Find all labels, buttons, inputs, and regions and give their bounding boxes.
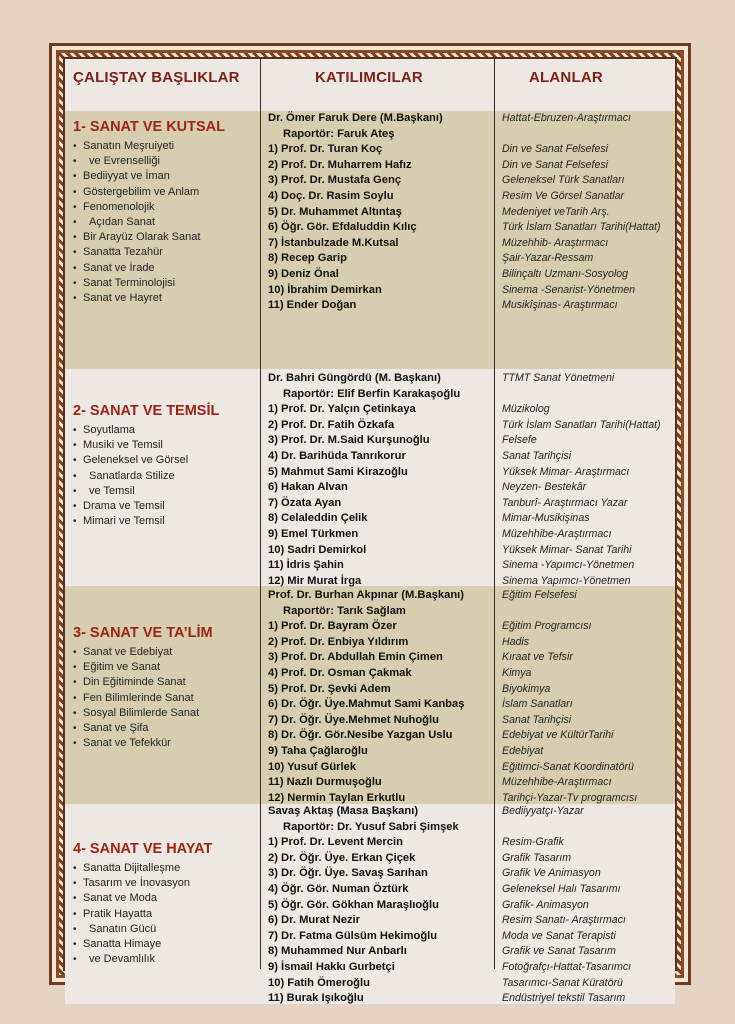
participant-row [65, 158, 675, 174]
participant-name: 6) Hakan Alvan [268, 481, 348, 494]
topic-item: • Göstergebilim ve Anlam [73, 185, 251, 200]
participant-field: Moda ve Sanat Terapisti [502, 929, 616, 942]
participant-row [65, 929, 675, 945]
section-title: 2- SANAT VE TEMSİL [73, 403, 220, 419]
participant-field: Eğitim Felsefesi [502, 589, 577, 601]
participant-name: 1) Prof. Dr. Yalçın Çetinkaya [268, 403, 416, 416]
participant-name: 4) Öğr. Gör. Numan Öztürk [268, 883, 409, 895]
participant-name: 7) Dr. Öğr. Üye.Mehmet Nuhoğlu [268, 713, 439, 726]
participant-name: 5) Mahmut Sami Kirazoğlu [268, 465, 408, 478]
participant-field: Kıraat ve Tefsir [502, 651, 573, 664]
participant-field: Neyzen- Bestekâr [502, 481, 587, 494]
participant-field: Eğitim Programcısı [502, 620, 592, 633]
topic-item: • Sanatta Dijitalleşme [73, 861, 251, 876]
participant-name: 11) Ender Doğan [268, 299, 357, 312]
participant-name: 7) İstanbulzade M.Kutsal [268, 236, 399, 249]
participant-name: 2) Prof. Dr. Fatih Özkafa [268, 418, 395, 431]
participant-field: Fotoğrafçı-Hattat-Tasarımcı [502, 961, 632, 973]
topic-item: • Tasarım ve İnovasyon [73, 876, 251, 891]
participant-name: 10) Fatih Ömeroğlu [268, 976, 370, 989]
participant-row [65, 760, 675, 776]
participant-row [65, 666, 675, 682]
participant-row [65, 713, 675, 729]
participant-field: Geleneksel Halı Tasarımı [502, 883, 621, 895]
participant-field: Musikîşinas- Araştırmacı [502, 299, 618, 312]
rapporteur-name: Raportör: Tarık Sağlam [283, 604, 406, 617]
participant-row [65, 465, 675, 481]
participant-field: Grafik Tasarım [502, 851, 572, 864]
topic-continuation: • ve Evrenselliği [89, 155, 160, 168]
participant-field: Türk İslam Sanatları Tarihi(Hattat) [502, 221, 661, 234]
topic-continuation: • Açıdan Sanat [89, 216, 156, 229]
topic-item: • Sanat ve İrade [73, 261, 251, 276]
topic-item: • Sanat ve Moda [73, 891, 251, 906]
participant-row [65, 205, 675, 221]
participant-field: Grafik- Animasyon [502, 898, 589, 911]
participant-field: Tasarımcı-Sanat Küratörü [502, 976, 623, 989]
participant-row [65, 976, 675, 992]
participant-row [65, 697, 675, 713]
topic-item: • Bediiyyat ve İman [73, 169, 251, 184]
participant-field: Sinema -Senarist-Yönetmen [502, 283, 636, 296]
rapporteur-name: Raportör: Dr. Yusuf Sabri Şimşek [283, 820, 459, 833]
participant-name: 3) Prof. Dr. Mustafa Genç [268, 174, 402, 187]
participant-field: Edebiyat [502, 745, 544, 757]
header-topics: ÇALIŞTAY BAŞLIKLAR [73, 69, 240, 86]
participant-field: Geleneksel Türk Sanatları [502, 174, 625, 187]
participant-name: 10) İbrahim Demirkan [268, 283, 382, 296]
participant-name: 10) Yusuf Gürlek [268, 760, 357, 773]
topic-item: • Sanat Terminolojisi [73, 276, 251, 291]
topic-continuation: • Sanatlarda Stilize [89, 469, 175, 482]
header-participants: KATILIMCILAR [315, 69, 423, 86]
topic-item: • Sosyal Bilimlerde Sanat [73, 706, 251, 721]
participant-row [65, 604, 675, 620]
topic-item: • Fen Bilimlerinde Sanat [73, 691, 251, 706]
participant-field: Medeniyet veTarih Arş. [502, 205, 610, 218]
participant-field: TTMT Sanat Yönetmeni [502, 372, 615, 384]
topic-item: • Sanat ve Şifa [73, 721, 251, 736]
participant-name: 12) Nermin Taylan Erkutlu [268, 791, 406, 804]
participant-name: 5) Öğr. Gör. Gökhan Maraşlıoğlu [268, 898, 439, 911]
topic-item: • Drama ve Temsil [73, 499, 251, 514]
participant-row [65, 142, 675, 158]
participant-field: Müzehhib- Araştırmacı [502, 236, 609, 249]
participant-field: Felsefe [502, 434, 537, 447]
participant-name: 5) Prof. Dr. Şevki Adem [268, 682, 391, 695]
topic-item: • Bir Arayüz Olarak Sanat [73, 230, 251, 245]
participant-field: Bilinçaltı Uzmanı-Sosyolog [502, 268, 628, 280]
participant-row [65, 728, 675, 744]
participant-row [65, 189, 675, 205]
participant-row [65, 543, 675, 559]
participant-name: 11) İdris Şahin [268, 559, 344, 572]
participant-name: 5) Dr. Muhammet Altıntaş [268, 205, 402, 218]
decorative-frame [49, 43, 691, 1005]
topic-item: • Sanatta Tezahür [73, 245, 251, 260]
participant-name: 12) Mir Murat İrga [268, 574, 362, 587]
participant-name: 10) Sadri Demirkol [268, 543, 367, 556]
participant-field: Edebiyat ve KültürTarihi [502, 729, 614, 742]
participant-row [65, 283, 675, 299]
participant-field: Türk İslam Sanatları Tarihi(Hattat) [502, 418, 661, 431]
participant-row [65, 804, 675, 820]
participant-name: 6) Öğr. Gör. Efdaluddin Kılıç [268, 221, 417, 234]
participant-name: 1) Prof. Dr. Bayram Özer [268, 620, 397, 633]
participant-row [65, 619, 675, 635]
participant-row [65, 851, 675, 867]
participant-name: 6) Dr. Öğr. Üye.Mahmut Sami Kanbaş [268, 698, 465, 711]
participant-name: 2) Prof. Dr. Muharrem Hafız [268, 158, 412, 171]
participant-row [65, 527, 675, 543]
topic-item: • Soyutlama [73, 423, 251, 438]
participant-name: 2) Prof. Dr. Enbiya Yıldırım [268, 635, 409, 648]
participant-row [65, 960, 675, 976]
topic-item: • Sanatın Meşruiyeti [73, 139, 251, 154]
participant-field: Mimar-Musikişinas [502, 512, 590, 525]
table-chair-name: Savaş Aktaş (Masa Başkanı) [268, 805, 419, 817]
section-title: 1- SANAT VE KUTSAL [73, 119, 225, 135]
table-header [65, 59, 675, 91]
rapporteur-name: Raportör: Faruk Ateş [283, 127, 395, 140]
participant-row [65, 835, 675, 851]
table-chair-name: Dr. Ömer Faruk Dere (M.Başkanı) [268, 112, 443, 124]
participant-field: Sanat Tarihçisi [502, 713, 572, 726]
participant-row [65, 635, 675, 651]
participant-name: 4) Prof. Dr. Osman Çakmak [268, 667, 412, 679]
topic-item: • Pratik Hayatta [73, 907, 251, 922]
participant-name: 8) Dr. Öğr. Gör.Nesibe Yazgan Uslu [268, 729, 453, 742]
participant-name: 9) Deniz Önal [268, 268, 339, 280]
participant-row [65, 882, 675, 898]
participant-row [65, 650, 675, 666]
participant-row [65, 173, 675, 189]
participant-row [65, 236, 675, 252]
participant-row [65, 418, 675, 434]
topic-item: • Sanatta Himaye [73, 937, 251, 952]
table-chair-name: Prof. Dr. Burhan Akpınar (M.Başkanı) [268, 589, 465, 601]
topic-item: • Geleneksel ve Görsel [73, 453, 251, 468]
participant-name: 3) Dr. Öğr. Üye. Savaş Sarıhan [268, 867, 428, 880]
participant-field: Yüksek Mimar- Araştırmacı [502, 465, 630, 478]
program-table [63, 57, 677, 1005]
participant-row [65, 588, 675, 604]
participant-row [65, 220, 675, 236]
participant-row [65, 298, 675, 314]
participant-row [65, 371, 675, 387]
participant-field: Müzehhibe-Araştırmacı [502, 528, 612, 540]
participant-row [65, 480, 675, 496]
participant-row [65, 820, 675, 836]
participant-row [65, 251, 675, 267]
participant-field: Müzikolog [502, 403, 550, 416]
participant-name: 4) Doç. Dr. Rasim Soylu [268, 190, 394, 202]
participant-name: 7) Dr. Fatma Gülsüm Hekimoğlu [268, 929, 438, 942]
participant-field: Grafik ve Sanat Tasarım [502, 945, 616, 958]
participant-row [65, 558, 675, 574]
participant-name: 9) Emel Türkmen [268, 528, 359, 540]
participant-field: Sanat Tarihçisi [502, 450, 572, 462]
participant-name: 3) Prof. Dr. Abdullah Emin Çimen [268, 651, 443, 664]
participant-name: 2) Dr. Öğr. Üye. Erkan Çiçek [268, 851, 416, 864]
participant-row [65, 449, 675, 465]
participant-row [65, 267, 675, 283]
topic-item: • Din Eğitiminde Sanat [73, 675, 251, 690]
participant-field: İslam Sanatları [502, 698, 573, 711]
section-title: 3- SANAT VE TA’LİM [73, 625, 213, 641]
participant-name: 1) Prof. Dr. Levent Mercin [268, 836, 403, 849]
participant-field: Eğitimci-Sanat Koordinatörü [502, 760, 634, 773]
participant-row [65, 496, 675, 512]
participant-field: Resim Ve Görsel Sanatlar [502, 190, 625, 202]
participant-name: 9) İsmail Hakkı Gurbetçi [268, 961, 395, 973]
participant-field: Sinema Yapımcı-Yönetmen [502, 574, 631, 587]
participant-field: Din ve Sanat Felsefesi [502, 158, 608, 171]
participant-name: 11) Nazlı Durmuşoğlu [268, 776, 382, 789]
participant-name: 3) Prof. Dr. M.Said Kurşunoğlu [268, 434, 430, 447]
section-title: 4- SANAT VE HAYAT [73, 841, 213, 857]
rapporteur-name: Raportör: Elif Berfin Karakaşoğlu [283, 387, 461, 400]
table-chair-name: Dr. Bahri Güngördü (M. Başkanı) [268, 372, 441, 384]
participant-name: 6) Dr. Murat Nezir [268, 914, 361, 927]
participant-field: Tanburî- Araştırmacı Yazar [502, 496, 628, 509]
participant-name: 1) Prof. Dr. Turan Koç [268, 143, 383, 156]
participant-name: 4) Dr. Barihüda Tanrıkorur [268, 450, 406, 462]
participant-field: Şair-Yazar-Ressam [502, 252, 594, 265]
participant-name: 7) Özata Ayan [268, 496, 342, 509]
participant-field: Grafik Ve Animasyon [502, 867, 601, 880]
topic-continuation: • ve Temsil [89, 484, 135, 497]
participant-row [65, 127, 675, 143]
topic-item: • Sanat ve Hayret [73, 291, 251, 306]
participant-field: Hattat-Ebruzen-Araştırmacı [502, 112, 631, 124]
participant-field: Resim Sanatı- Araştırmacı [502, 914, 626, 927]
participant-row [65, 511, 675, 527]
participant-row [65, 574, 675, 590]
participant-row [65, 387, 675, 403]
header-fields: ALANLAR [529, 69, 603, 86]
participant-name: 8) Celaleddin Çelik [268, 512, 368, 525]
participant-row [65, 775, 675, 791]
participant-name: 9) Taha Çağlaroğlu [268, 745, 368, 757]
topic-continuation: • Sanatın Gücü [89, 922, 157, 935]
participant-row [65, 866, 675, 882]
topic-item: • Musiki ve Temsil [73, 438, 251, 453]
topic-item: • Sanat ve Tefekkür [73, 736, 251, 751]
participant-row [65, 898, 675, 914]
participant-field: Sinema -Yapımcı-Yönetmen [502, 559, 635, 572]
topic-item: • Fenomenolojik [73, 200, 251, 215]
participant-field: Tarihçi-Yazar-Tv programcısı [502, 791, 638, 804]
participant-field: Endüstriyel tekstil Tasarım [502, 992, 626, 1005]
participant-row [65, 682, 675, 698]
participant-name: 11) Burak Işıkoğlu [268, 992, 364, 1005]
participant-row [65, 744, 675, 760]
participant-row [65, 944, 675, 960]
participant-field: Din ve Sanat Felsefesi [502, 143, 608, 156]
participant-field: Yüksek Mimar- Sanat Tarihi [502, 543, 632, 556]
topic-item: • Mimari ve Temsil [73, 514, 251, 529]
topic-item: • Sanat ve Edebiyat [73, 645, 251, 660]
participant-field: Bediiyyatçı-Yazar [502, 805, 584, 817]
participant-name: 8) Recep Garip [268, 252, 347, 265]
participant-row [65, 111, 675, 127]
topic-item: • Eğitim ve Sanat [73, 660, 251, 675]
participant-row [65, 913, 675, 929]
participant-field: Resim-Grafik [502, 836, 564, 849]
participant-row [65, 402, 675, 418]
participant-field: Kimya [502, 667, 532, 679]
participant-field: Biyokimya [502, 682, 551, 695]
participant-name: 8) Muhammed Nur Anbarlı [268, 945, 407, 958]
topic-continuation: • ve Devamlılık [89, 953, 156, 966]
participant-row [65, 991, 675, 1007]
participant-field: Hadis [502, 635, 530, 648]
participant-field: Müzehhibe-Araştırmacı [502, 776, 612, 789]
participant-row [65, 433, 675, 449]
